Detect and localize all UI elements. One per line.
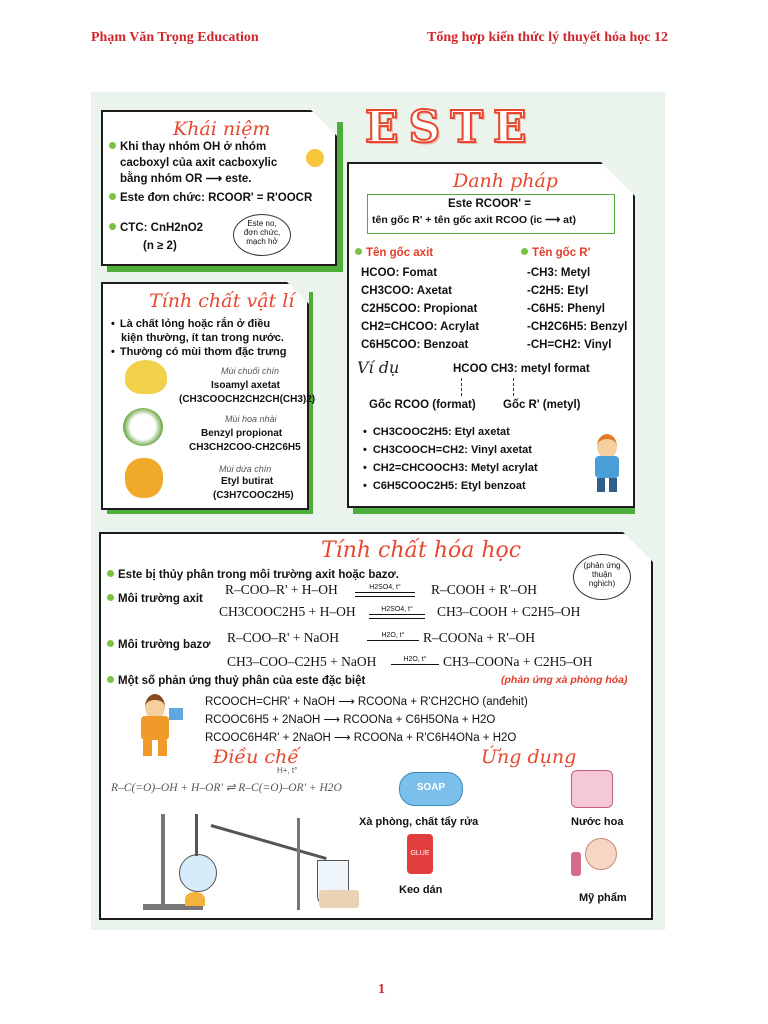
- perfume-icon: [571, 770, 613, 808]
- condition-label: H2SO4, t°: [369, 584, 401, 591]
- cloud-note: Este no, đơn chức, mạch hở: [233, 214, 291, 256]
- equation-right: CH3–COOH + C2H5–OH: [437, 604, 581, 619]
- special-reaction: RCOOC6H4R' + 2NaOH ⟶ RCOONa + R'C6H4ONa + H2O: [205, 732, 517, 744]
- example-item: CH3COOCH=CH2: Vinyl axetat: [372, 444, 532, 456]
- khai-niem-title: Khái niệm: [173, 118, 271, 140]
- ester-formula: (C3H7COOC2H5): [213, 490, 294, 501]
- naming-rule-box: Este RCOOR' = tên gốc R' + tên gốc axit RCOO (ic ⟶ at): [367, 194, 615, 234]
- smell-label: Mùi chuối chín: [221, 366, 280, 376]
- danh-phap-card: Danh pháp Este RCOOR' = tên gốc R' + tên gốc axit RCOO (ic ⟶ at) Tên gốc axit Tên gốc R' HCOO: Fomat CH3COO: Axetat C2H5COO: Propionat CH2=CHCOO: Acrylat C6H5COO: Benzoat -CH3: Metyl -C2H5: Etyl -C6H5: Phenyl -CH2C6H5: Benzyl -CH=CH2: Vinyl Ví dụ HCOO CH3: metyl format Gốc RCOO (format) Gốc R' (metyl) • CH3COOC2H5: Etyl axetat • CH3COOCH=CH2: Vinyl axetat • CH2=CHCOOCH3: Metyl acrylat • C6H5COOC2H5: Etyl benzoat: [349, 164, 633, 506]
- goc-item: -CH=CH2: Vinyl: [527, 339, 612, 351]
- vidu-label: Ví dụ: [357, 358, 400, 377]
- example-item: CH3COOC2H5: Etyl axetat: [372, 426, 510, 438]
- example-item: C6H5COOC2H5: Etyl benzoat: [372, 480, 526, 492]
- hydrolysis-intro: Este bị thủy phân trong môi trường axit hoặc bazơ.: [118, 569, 399, 581]
- xa-phong-note: (phản ứng xà phòng hóa): [501, 674, 628, 686]
- vat-li-bullet1a: Là chất lỏng hoặc rắn ở điều: [119, 318, 271, 330]
- goc-item: -C2H5: Etyl: [527, 285, 589, 297]
- equation-left: R–COO–R' + H–OH: [225, 582, 338, 597]
- special-label: Một số phản ứng thuỷ phân của este đặc biệt: [118, 675, 366, 687]
- condition-label: H2SO4, t°: [381, 606, 413, 613]
- vat-li-card: Tính chất vật lí • Là chất lỏng hoặc rắn ở điều kiện thường, ít tan trong nước. • Thường có mùi thơm đặc trưng Mùi chuối chín Isoamyl axetat (CH3COOCH2CH2CH(CH3)2) Mùi hoa nhài Benzyl propionat CH3CH2COO-CH2C6H5 Mùi dứa chín Etyl butirat (C3H7COOC2H5): [103, 284, 307, 508]
- vat-li-bullet2: Thường có mùi thơm đặc trưng: [119, 346, 287, 358]
- ctc-formula: CTC: CnH2nO2: [120, 222, 204, 234]
- jasmine-icon: [123, 408, 163, 446]
- ung-dung-title: Ứng dụng: [481, 746, 577, 768]
- ctc-condition: (n ≥ 2): [143, 240, 177, 252]
- glue-icon: GLUE: [407, 834, 433, 874]
- col-r-heading: Tên gốc R': [532, 247, 591, 259]
- pineapple-icon: [125, 458, 163, 498]
- axit-label: Môi trường axit: [118, 593, 203, 605]
- khai-niem-card: [103, 112, 335, 264]
- equation-right: R–COOH + R'–OH: [431, 582, 538, 597]
- hoa-hoc-title: Tính chất hóa học: [321, 538, 522, 563]
- axit-item: CH3COO: Axetat: [361, 285, 452, 297]
- axit-item: CH2=CHCOO: Acrylat: [361, 321, 480, 333]
- ester-name: Benzyl propionat: [201, 428, 283, 439]
- girl-illustration: [131, 694, 181, 758]
- goc-item: -C6H5: Phenyl: [527, 303, 605, 315]
- reversible-cloud: (phản ứng thuận nghịch): [573, 554, 631, 600]
- special-reaction: RCOOCH=CHR' + NaOH ⟶ RCOONa + R'CH2CHO (anđehit): [205, 696, 528, 708]
- bazo-label: Môi trường bazơ: [118, 639, 211, 651]
- khai-niem-line4: Este đơn chức: RCOOR' = R'OOCR: [120, 192, 313, 204]
- vat-li-bullet1b: kiện thường, ít tan trong nước.: [121, 332, 284, 344]
- condition-label: H2O, t°: [381, 632, 405, 639]
- axit-item: C6H5COO: Benzoat: [361, 339, 469, 351]
- goc-item: -CH3: Metyl: [527, 267, 591, 279]
- ester-name: Isoamyl axetat: [211, 380, 280, 391]
- ester-name: Etyl butirat: [221, 476, 274, 487]
- application-item: Keo dán: [399, 884, 443, 896]
- boy-illustration: [589, 434, 623, 494]
- khai-niem-line3: bằng nhóm OR ⟶ este.: [120, 173, 252, 185]
- dieu-che-title: Điều chế: [213, 746, 299, 768]
- danh-phap-title: Danh pháp: [453, 170, 558, 192]
- equation-left: R–COO–R' + NaOH: [227, 630, 340, 645]
- dieu-che-condition: H+, t°: [277, 766, 298, 775]
- cosmetics-icon: [571, 834, 615, 878]
- application-item: Mỹ phẩm: [579, 892, 627, 904]
- goc-item: -CH2C6H5: Benzyl: [527, 321, 628, 333]
- khai-niem-line1: Khi thay nhóm OH ở nhóm: [120, 141, 267, 153]
- col-axit-heading: Tên gốc axit: [366, 247, 434, 259]
- equation-left: CH3–COO–C2H5 + NaOH: [227, 654, 377, 669]
- special-reaction: RCOOC6H5 + 2NaOH ⟶ RCOONa + C6H5ONa + H2O: [205, 714, 496, 726]
- equation-right: R–COONa + R'–OH: [423, 630, 536, 645]
- banana-icon: [125, 360, 167, 394]
- equation-left: CH3COOC2H5 + H–OH: [219, 604, 356, 619]
- goc-rcoo-label: Gốc RCOO (format): [369, 399, 476, 411]
- ester-formula: (CH3COOCH2CH2CH(CH3)2): [179, 394, 316, 405]
- goc-r-label: Gốc R' (metyl): [503, 399, 581, 411]
- ester-formula: CH3CH2COO-CH2C6H5: [189, 442, 301, 453]
- condition-label: H2O, t°: [403, 656, 427, 663]
- soap-icon: SOAP: [399, 772, 463, 806]
- application-item: Xà phòng, chất tẩy rửa: [359, 816, 479, 828]
- application-item: Nước hoa: [571, 816, 624, 828]
- equation-right: CH3–COONa + C2H5–OH: [443, 654, 593, 669]
- khai-niem-line2: cacboxyl của axit cacboxylic: [120, 157, 278, 169]
- main-title: ESTE: [365, 102, 537, 153]
- smell-label: Mùi dứa chín: [219, 464, 272, 474]
- smell-label: Mùi hoa nhài: [225, 414, 277, 424]
- example-item: CH2=CHCOOCH3: Metyl acrylat: [372, 462, 538, 474]
- axit-item: HCOO: Fomat: [361, 267, 438, 279]
- poster: [91, 92, 665, 930]
- lab-apparatus-illustration: [121, 804, 361, 912]
- dieu-che-equation: R–C(=O)–OH + H–OR' ⇌ R–C(=O)–OR' + H2O: [111, 782, 342, 794]
- vat-li-title: Tính chất vật lí: [149, 290, 295, 312]
- page-number: 1: [378, 982, 385, 997]
- lightbulb-icon: [306, 149, 324, 167]
- header-left: Phạm Văn Trọng Education: [91, 30, 259, 45]
- hoa-hoc-card: [101, 534, 651, 918]
- axit-item: C2H5COO: Propionat: [361, 303, 478, 315]
- vidu-formula: HCOO CH3: metyl format: [453, 363, 590, 375]
- header-right: Tổng hợp kiến thức lý thuyết hóa học 12: [427, 30, 668, 45]
